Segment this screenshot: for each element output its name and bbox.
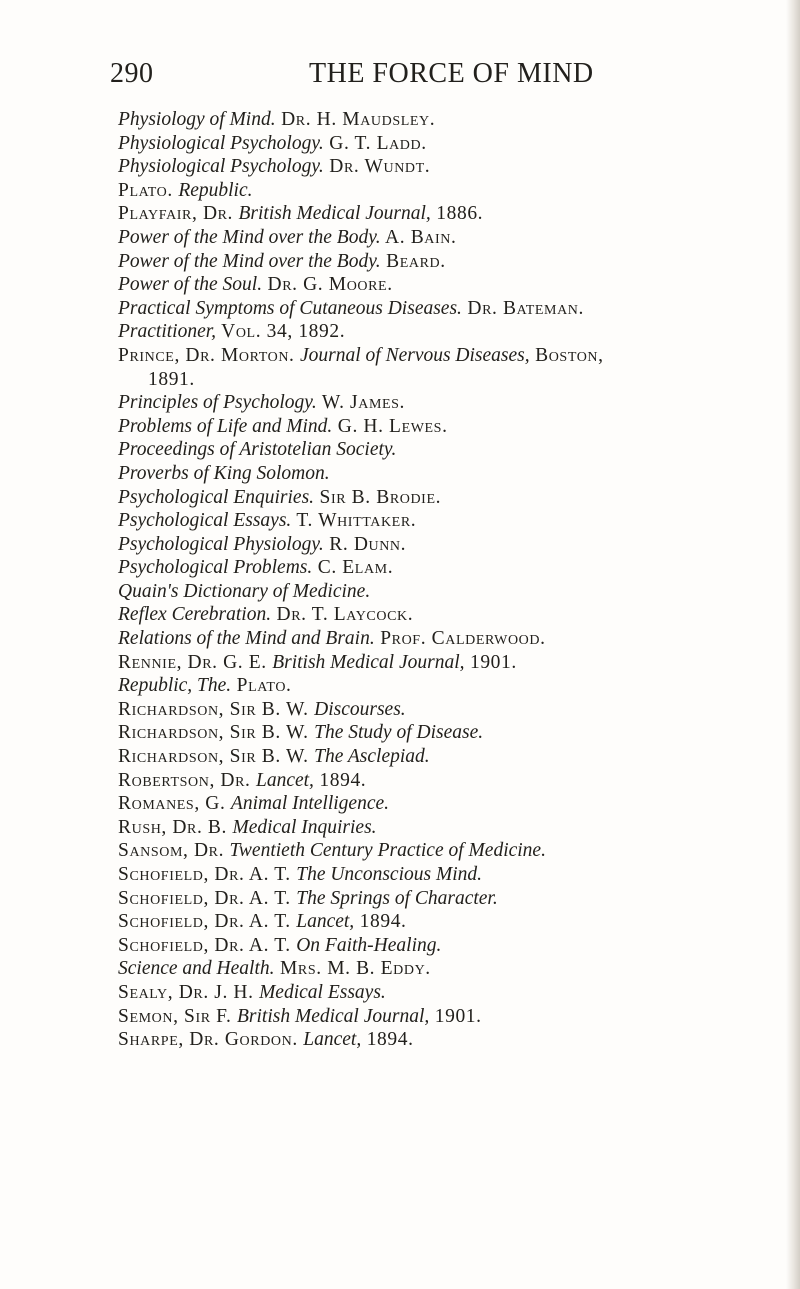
bibliography-entry: [118, 698, 798, 722]
entry-author: Sansom, Dr.: [118, 840, 230, 862]
entry-author: Plato.: [231, 675, 292, 697]
bibliography-entry: [118, 391, 798, 415]
entry-title: Principles of Psychology.: [118, 392, 317, 414]
bibliography-entry: [118, 651, 798, 675]
bibliography-entry: [118, 839, 798, 863]
bibliography-entry: [118, 1005, 798, 1029]
entry-title: British Medical Journal,: [238, 203, 431, 225]
entry-title: Physiology of Mind.: [118, 109, 276, 130]
entry-title: British Medical Journal,: [272, 651, 465, 673]
bibliography-entry: [118, 179, 798, 203]
entry-title: Discourses.: [314, 698, 406, 720]
entry-author: Prince, Dr. Morton.: [118, 344, 300, 366]
entry-author: Prof. Calderwood.: [374, 628, 546, 650]
bibliography-entry: [118, 674, 798, 698]
bibliography-entry: [118, 509, 798, 533]
entry-author: A. Bain.: [380, 226, 457, 248]
entry-author: Richardson, Sir B. W.: [118, 746, 315, 768]
entry-author: Sealy, Dr. J. H.: [118, 981, 260, 1003]
entry-author: G. H. Lewes.: [332, 415, 448, 437]
bibliography-entry: [118, 132, 798, 156]
entry-author: Schofield, Dr. A. T.: [118, 887, 297, 909]
entry-title: Animal Intelligence.: [230, 793, 390, 815]
entry-title: Psychological Essays.: [118, 510, 292, 532]
entry-author: Rush, Dr. B.: [118, 816, 233, 838]
entry-author: Sharpe, Dr. Gordon.: [118, 1029, 304, 1051]
bibliography-entry: [118, 273, 798, 297]
entry-title: Journal of Nervous Diseases,: [299, 344, 530, 366]
entry-author: Dr. G. Moore.: [262, 274, 393, 296]
entry-title: Relations of the Mind and Brain.: [118, 628, 375, 650]
entry-title: Republic.: [178, 179, 253, 201]
bibliography-entry: [118, 320, 798, 344]
entry-author: Playfair, Dr.: [118, 203, 239, 225]
entry-title: Power of the Soul.: [118, 274, 263, 296]
bibliography-entry: [118, 934, 798, 958]
entry-title: Practitioner,: [118, 321, 217, 343]
bibliography-entry: [118, 627, 798, 651]
entry-author: 1886.: [430, 203, 484, 225]
bibliography-entry: [118, 462, 798, 486]
entry-author: Dr. T. Laycock.: [271, 604, 414, 626]
bibliography-entry: [118, 580, 798, 604]
bibliography-entry: [118, 533, 798, 557]
bibliography-entry: [118, 1028, 798, 1052]
entry-author: Vol. 34, 1892.: [216, 321, 346, 343]
entry-title: Twentieth Century Practice of Medicine.: [229, 840, 546, 862]
entry-author: 1891.: [148, 368, 195, 390]
entry-title: Lancet,: [296, 911, 355, 933]
entry-title: Medical Essays.: [259, 981, 386, 1003]
entry-title: Physiological Psychology.: [118, 132, 324, 154]
entry-author: Sir B. Brodie.: [314, 486, 442, 508]
entry-author: 1894.: [313, 769, 367, 791]
entry-title: Reflex Cerebration.: [118, 604, 272, 626]
entry-author: C. Elam.: [312, 557, 394, 579]
entry-title: Republic, The.: [118, 675, 232, 697]
entry-author: W. James.: [316, 392, 406, 414]
entry-title: The Springs of Character.: [296, 887, 498, 909]
entry-title: Power of the Mind over the Body.: [118, 226, 381, 248]
entry-title: Lancet,: [303, 1029, 362, 1051]
entry-title: British Medical Journal,: [236, 1005, 430, 1027]
entry-title: Psychological Physiology.: [118, 533, 324, 555]
entry-author: Dr. Bateman.: [461, 297, 584, 319]
entry-author: 1901.: [464, 651, 517, 673]
entry-author: Romanes, G.: [118, 793, 231, 815]
entry-title: Practical Symptoms of Cutaneous Diseases.: [118, 297, 462, 319]
bibliography-entry: [118, 297, 798, 321]
bibliography-entry: [118, 202, 798, 226]
entry-author: Mrs. M. B. Eddy.: [274, 958, 431, 980]
bibliography-entry: [118, 438, 798, 462]
bibliography-entry: [118, 887, 798, 911]
bibliography-entry: [118, 745, 798, 769]
entry-author: 1894.: [354, 911, 407, 933]
entry-author: Boston,: [529, 344, 604, 366]
entry-author: Dr. H. Maudsley.: [275, 109, 436, 130]
entry-title: Problems of Life and Mind.: [118, 415, 333, 437]
entry-author: R. Dunn.: [323, 533, 407, 555]
entry-author: Richardson, Sir B. W.: [118, 722, 315, 744]
entry-title: On Faith-Healing.: [296, 934, 442, 956]
entry-title: The Study of Disease.: [314, 722, 484, 744]
bibliography-list: [118, 108, 798, 1052]
entry-title: Psychological Enquiries.: [118, 486, 315, 508]
entry-author: Richardson, Sir B. W.: [118, 698, 315, 720]
bibliography-entry: [118, 603, 798, 627]
entry-title: Quain's Dictionary of Medicine.: [118, 580, 371, 602]
entry-author: Robertson, Dr.: [118, 769, 256, 791]
bibliography-entry: [118, 556, 798, 580]
bibliography-entry: [118, 486, 798, 510]
bibliography-entry: [118, 769, 798, 793]
entry-title: Proverbs of King Solomon.: [118, 462, 330, 484]
entry-title: Science and Health.: [118, 958, 275, 980]
bibliography-entry: [118, 816, 798, 840]
entry-author: Plato.: [118, 179, 179, 201]
entry-title: Proceedings of Aristotelian Society.: [118, 439, 397, 461]
entry-title: Physiological Psychology.: [118, 156, 324, 178]
bibliography-entry: [118, 910, 798, 934]
bibliography-entry: [118, 863, 798, 887]
entry-author: Rennie, Dr. G. E.: [118, 651, 273, 673]
bibliography-entry: [118, 721, 798, 745]
entry-author: Dr. Wundt.: [323, 156, 431, 178]
running-title: THE FORCE OF MIND: [309, 58, 594, 89]
bibliography-entry: [118, 981, 798, 1005]
bibliography-entry: [118, 250, 798, 274]
bibliography-entry: [118, 226, 798, 250]
entry-author: 1901.: [429, 1005, 482, 1027]
entry-author: T. Whittaker.: [291, 510, 417, 532]
entry-title: The Unconscious Mind.: [296, 864, 482, 885]
entry-author: Schofield, Dr. A. T.: [118, 911, 297, 933]
bibliography-entry: [118, 108, 798, 132]
entry-title: Power of the Mind over the Body.: [118, 250, 381, 272]
bibliography-entry: [118, 957, 798, 981]
entry-author: Schofield, Dr. A. T.: [118, 864, 297, 885]
entry-author: Beard.: [380, 250, 446, 272]
running-header: [110, 58, 730, 92]
bibliography-entry: [118, 415, 798, 439]
entry-author: 1894.: [361, 1029, 414, 1051]
entry-title: The Asclepiad.: [314, 746, 430, 768]
entry-title: Psychological Problems.: [118, 557, 313, 579]
entry-author: G. T. Ladd.: [323, 132, 427, 154]
bibliography-entry: [118, 368, 798, 392]
bibliography-entry: [118, 344, 798, 368]
bibliography-entry: [118, 155, 798, 179]
entry-title: Lancet,: [255, 769, 314, 791]
bibliography-entry: [118, 792, 798, 816]
entry-title: Medical Inquiries.: [232, 816, 377, 838]
page-number: 290: [110, 58, 154, 89]
entry-author: Semon, Sir F.: [118, 1005, 237, 1027]
entry-author: Schofield, Dr. A. T.: [118, 934, 297, 956]
